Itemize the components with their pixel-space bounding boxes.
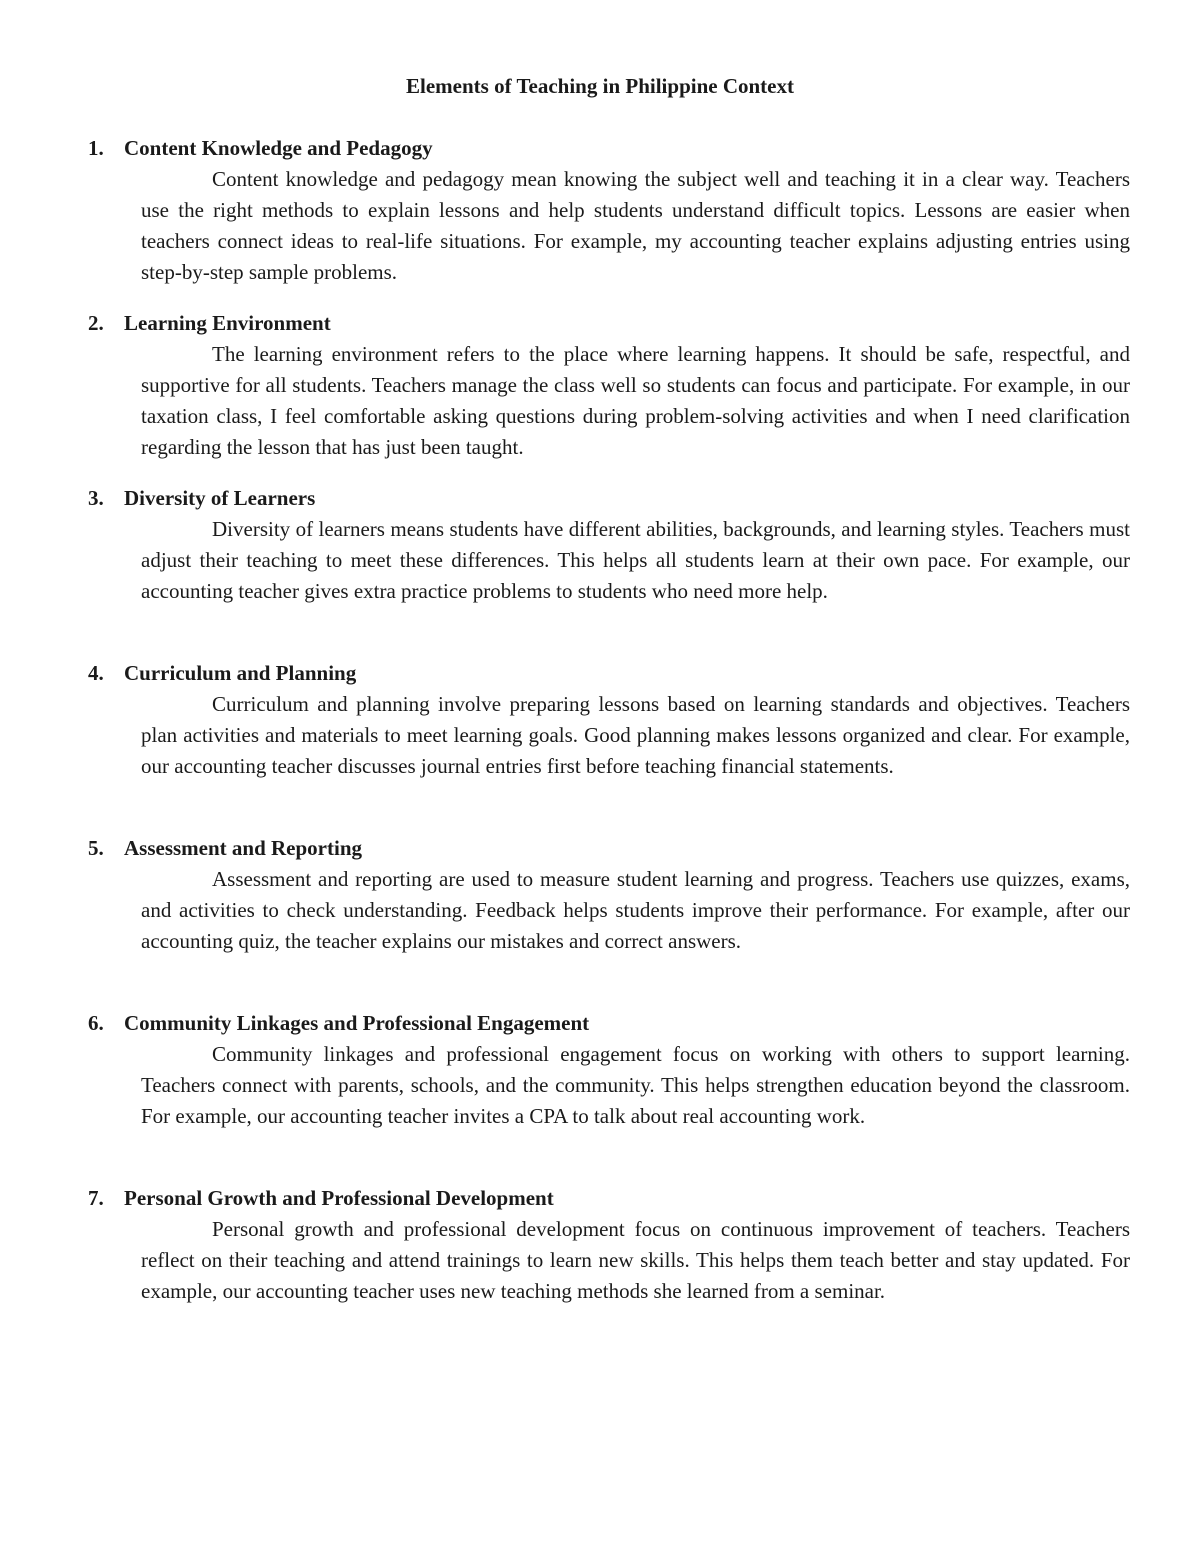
section-title: Content Knowledge and Pedagogy bbox=[124, 136, 433, 160]
section-curriculum-and-planning bbox=[88, 658, 1130, 782]
section-personal-growth bbox=[88, 1183, 1130, 1307]
section-title: Community Linkages and Professional Engagement bbox=[124, 1011, 590, 1035]
section-number: 6. bbox=[88, 1011, 104, 1035]
section-title: Curriculum and Planning bbox=[124, 661, 357, 685]
section-heading bbox=[88, 833, 1130, 864]
section-heading bbox=[88, 483, 1130, 514]
section-diversity-of-learners bbox=[88, 483, 1130, 607]
section-number: 7. bbox=[88, 1186, 104, 1210]
section-learning-environment bbox=[88, 308, 1130, 463]
document-title: Elements of Teaching in Philippine Context bbox=[406, 74, 794, 98]
section-community-linkages bbox=[88, 1008, 1130, 1132]
section-title: Personal Growth and Professional Development bbox=[124, 1186, 554, 1210]
section-paragraph: Personal growth and professional development focus on continuous improvement of teachers. Teachers reflect on their teaching and attend trainings to learn new skills. This helps them teach better and stay updated. For example, our accounting teacher uses new teaching methods she learned from a seminar. bbox=[141, 1217, 1130, 1303]
section-paragraph: Content knowledge and pedagogy mean knowing the subject well and teaching it in a clear way. Teachers use the right methods to explain lessons and help students understand difficult topics. Lessons are easier when teachers connect ideas to real-life situations. For example, my accounting teacher explains adjusting entries using step-by-step sample problems. bbox=[141, 167, 1130, 284]
section-heading bbox=[88, 1183, 1130, 1214]
section-number: 5. bbox=[88, 836, 104, 860]
section-paragraph: Assessment and reporting are used to measure student learning and progress. Teachers use quizzes, exams, and activities to check understanding. Feedback helps students improve their performance. For example, after our accounting quiz, the teacher explains our mistakes and correct answers. bbox=[141, 867, 1130, 953]
section-content-knowledge bbox=[88, 133, 1130, 288]
section-paragraph: Curriculum and planning involve preparing lessons based on learning standards and objectives. Teachers plan activities and materials to meet learning goals. Good planning makes lessons organized and clear. For example, our accounting teacher discusses journal entries first before teaching financial statements. bbox=[141, 692, 1130, 778]
section-number: 3. bbox=[88, 486, 104, 510]
section-heading bbox=[88, 133, 1130, 164]
section-heading bbox=[88, 308, 1130, 339]
section-paragraph: Diversity of learners means students have different abilities, backgrounds, and learning styles. Teachers must adjust their teaching to meet these differences. This helps all students learn at their own pace. For example, our accounting teacher gives extra practice problems to students who need more help. bbox=[141, 517, 1130, 603]
section-title: Diversity of Learners bbox=[124, 486, 316, 510]
section-title: Assessment and Reporting bbox=[124, 836, 363, 860]
section-paragraph: The learning environment refers to the place where learning happens. It should be safe, respectful, and supportive for all students. Teachers manage the class well so students can focus and participate. For example, in our taxation class, I feel comfortable asking questions during problem-solving activities and when I need clarification regarding the lesson that has just been taught. bbox=[141, 342, 1130, 459]
section-number: 1. bbox=[88, 136, 104, 160]
section-title: Learning Environment bbox=[124, 311, 331, 335]
section-paragraph: Community linkages and professional engagement focus on working with others to support learning. Teachers connect with parents, schools, and the community. This helps strengthen education beyond the classroom. For example, our accounting teacher invites a CPA to talk about real accounting work. bbox=[141, 1042, 1130, 1128]
section-number: 2. bbox=[88, 311, 104, 335]
section-assessment-and-reporting bbox=[88, 833, 1130, 957]
section-heading bbox=[88, 658, 1130, 689]
section-number: 4. bbox=[88, 661, 104, 685]
section-heading bbox=[88, 1008, 1130, 1039]
